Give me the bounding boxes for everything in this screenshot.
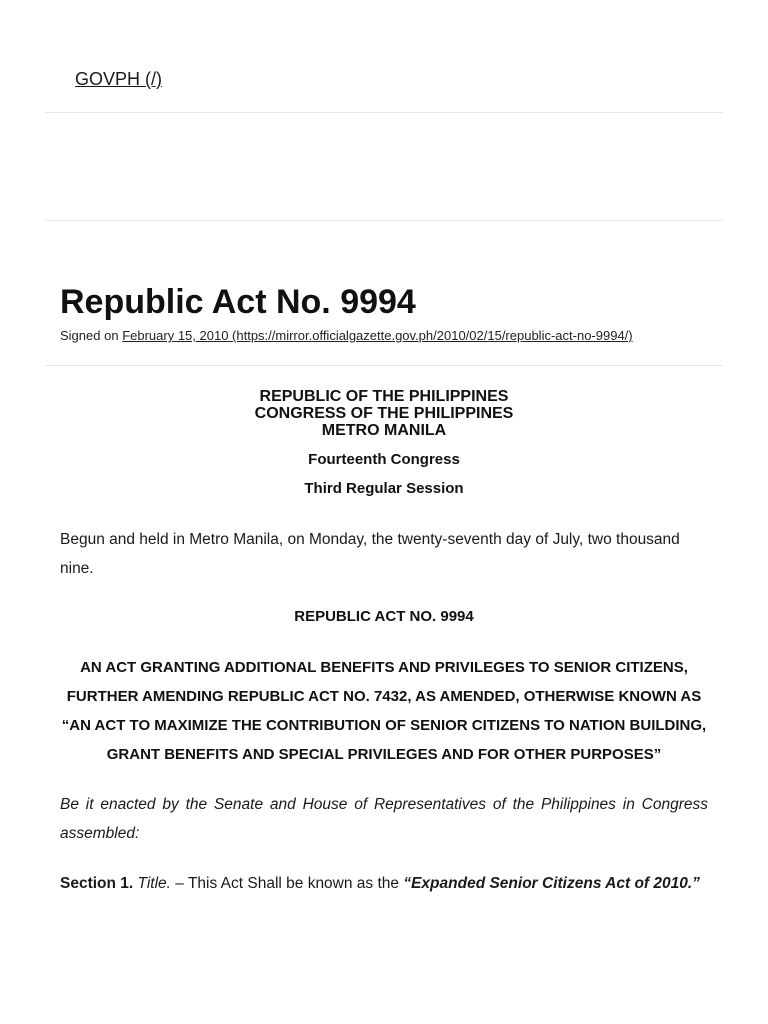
congress-label: Fourteenth Congress bbox=[308, 451, 460, 468]
begun-paragraph: Begun and held in Metro Manila, on Monday, the twenty-seventh day of July, two thousand nine. bbox=[60, 531, 680, 577]
section-1 bbox=[60, 869, 708, 898]
signed-date-link[interactable]: February 15, 2010 (https://mirror.officialgazette.gov.ph/2010/02/15/republic-act-no-9994/) bbox=[122, 328, 633, 343]
section-1-heading: Title. bbox=[137, 875, 171, 892]
page-title: Republic Act No. 9994 bbox=[60, 283, 416, 321]
govph-link[interactable]: GOVPH (/) bbox=[75, 69, 163, 89]
header-line-congress: CONGRESS OF THE PHILIPPINES bbox=[254, 405, 514, 422]
act-number: REPUBLIC ACT NO. 9994 bbox=[294, 608, 474, 625]
section-1-text: – This Act Shall be known as the bbox=[170, 875, 404, 892]
nav-divider bbox=[45, 112, 723, 113]
header-line-location: METRO MANILA bbox=[321, 422, 447, 439]
enacting-clause: Be it enacted by the Senate and House of Representatives of the Philippines in Congress assembled: bbox=[60, 796, 708, 842]
banner-divider bbox=[45, 220, 723, 221]
document-header bbox=[60, 388, 708, 439]
session-label: Third Regular Session bbox=[304, 480, 464, 497]
section-1-short-title: “Expanded Senior Citizens Act of 2010.” bbox=[403, 875, 700, 892]
signed-prefix: Signed on bbox=[60, 328, 119, 343]
header-line-republic: REPUBLIC OF THE PHILIPPINES bbox=[259, 388, 509, 405]
signed-info bbox=[60, 328, 633, 343]
act-title: AN ACT GRANTING ADDITIONAL BENEFITS AND PRIVILEGES TO SENIOR CITIZENS, FURTHER AMENDING REPUBLIC ACT NO. 7432, AS AMENDED, OTHERWISE KNOWN AS “AN ACT TO MAXIMIZE THE CONTRIBUTION OF SENIOR CITIZENS TO NATION BUILDING, GRANT BENEFITS AND SPECIAL PRIVILEGES AND FOR OTHER PURPOSES” bbox=[61, 659, 707, 763]
title-divider bbox=[45, 365, 723, 366]
section-1-label: Section 1. bbox=[60, 875, 134, 892]
